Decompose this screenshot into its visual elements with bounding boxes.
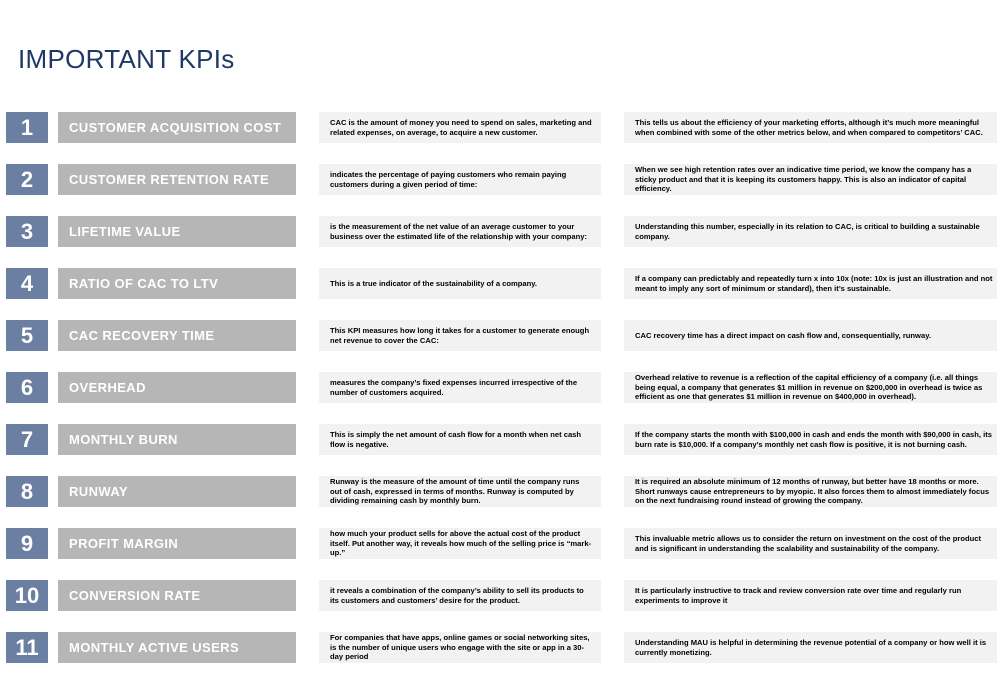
kpi-name: LIFETIME VALUE [58,216,296,247]
kpi-significance-text: Understanding MAU is helpful in determining the revenue potential of a company or how well it is currently monetizing. [635,637,987,657]
kpi-significance [624,164,997,195]
kpi-name: MONTHLY BURN [58,424,296,455]
kpi-definition-text: Runway is the measure of the amount of time until the company runs out of cash, expressed in terms of months. Runway is computed by dividing remaining cash by monthly burn. [330,476,580,506]
kpi-significance-text: Overhead relative to revenue is a reflection of the capital efficiency of a company (i.e. all things being equal, a company that generates $1 million in revenue on $200,000 in overhead is twice as efficient as one that generates $1 million in revenue on $400,000 in overhead). [635,372,983,402]
kpi-definition-text: This is a true indicator of the sustainability of a company. [330,278,538,288]
kpi-number: 6 [6,372,48,403]
kpi-significance-text: When we see high retention rates over an indicative time period, we know the company has a sticky product and that it is keeping its customers happy. This is also an indicator of capital efficiency. [635,164,972,194]
kpi-definition-text: indicates the percentage of paying customers who remain paying customers during a given period of time: [330,169,567,189]
kpi-definition [319,424,601,455]
kpi-definition-text: This KPI measures how long it takes for a customer to generate enough net revenue to cover the CAC: [330,325,590,345]
kpi-definition [319,320,601,351]
kpi-definition [319,632,601,663]
kpi-name: PROFIT MARGIN [58,528,296,559]
kpi-significance [624,112,997,143]
kpi-row [0,320,1000,351]
kpi-number: 9 [6,528,48,559]
kpi-name: RUNWAY [58,476,296,507]
kpi-name: CUSTOMER RETENTION RATE [58,164,296,195]
kpi-significance [624,580,997,611]
kpi-number: 1 [6,112,48,143]
kpi-definition [319,112,601,143]
kpi-name: CONVERSION RATE [58,580,296,611]
kpi-name: RATIO OF CAC TO LTV [58,268,296,299]
kpi-definition-text: it reveals a combination of the company’s ability to sell its products to its customers and customers’ desire for the product. [330,585,584,605]
kpi-significance [624,320,997,351]
kpi-number: 11 [6,632,48,663]
kpi-row [0,268,1000,299]
kpi-definition-text: For companies that have apps, online games or social networking sites, is the number of unique users who engage with the site or app in a 30-day period [330,632,590,662]
kpi-significance [624,632,997,663]
kpi-significance-text: CAC recovery time has a direct impact on cash flow and, consequentially, runway. [635,330,931,340]
kpi-significance-text: Understanding this number, especially in its relation to CAC, is critical to building a sustainable company. [635,221,980,241]
kpi-name: CAC RECOVERY TIME [58,320,296,351]
kpi-number: 7 [6,424,48,455]
kpi-definition [319,476,601,507]
kpi-row [0,216,1000,247]
kpi-significance-text: If a company can predictably and repeatedly turn x into 10x (note: 10x is just an illustration and not meant to imply any sort of minimum or standard), then it’s sustainable. [635,273,993,293]
kpi-significance-text: This invaluable metric allows us to consider the return on investment on the cost of the product and is significant in understanding the scalability and sustainability of the company. [635,533,981,553]
kpi-definition-text: This is simply the net amount of cash flow for a month when net cash flow is negative. [330,429,582,449]
kpi-number: 8 [6,476,48,507]
kpi-definition [319,164,601,195]
kpi-significance-text: It is required an absolute minimum of 12 months of runway, but better have 18 months or more. Short runways cause entrepreneurs to by myopic. It also forces them to almost immediately focus on the next fundraising round instead of growing the company. [635,476,990,506]
kpi-definition [319,372,601,403]
kpi-definition [319,580,601,611]
kpi-row [0,476,1000,507]
kpi-row [0,632,1000,663]
kpi-definition-text: CAC is the amount of money you need to spend on sales, marketing and related expenses, on average, to acquire a new customer. [330,117,592,137]
kpi-significance-text: It is particularly instructive to track and review conversion rate over time and regularly run experiments to improve it [635,585,962,605]
kpi-definition [319,528,601,559]
kpi-name: MONTHLY ACTIVE USERS [58,632,296,663]
kpi-definition-text: is the measurement of the net value of an average customer to your business over the estimated life of the relationship with your company: [330,221,587,241]
kpi-significance [624,476,997,507]
kpi-definition [319,268,601,299]
kpi-row [0,580,1000,611]
kpi-row [0,424,1000,455]
kpi-significance [624,528,997,559]
kpi-number: 4 [6,268,48,299]
kpi-number: 3 [6,216,48,247]
kpi-definition [319,216,601,247]
kpi-significance [624,372,997,403]
kpi-name: CUSTOMER ACQUISITION COST [58,112,296,143]
kpi-name: OVERHEAD [58,372,296,403]
kpi-definition-text: measures the company’s fixed expenses incurred irrespective of the number of customers acquired. [330,377,578,397]
kpi-number: 2 [6,164,48,195]
kpi-row [0,112,1000,143]
kpi-significance [624,424,997,455]
kpi-row [0,372,1000,403]
kpi-significance [624,268,997,299]
kpi-significance-text: This tells us about the efficiency of your marketing efforts, although it’s much more meaningful when combined with some of the other metrics below, and when compared to competitors’ CAC. [635,117,983,137]
kpi-number: 5 [6,320,48,351]
kpi-significance-text: If the company starts the month with $100,000 in cash and ends the month with $90,000 in cash, its burn rate is $10,000. If a company’s monthly net cash flow is positive, it is not burning cash. [635,429,992,449]
kpi-number: 10 [6,580,48,611]
kpi-row [0,528,1000,559]
kpi-definition-text: how much your product sells for above the actual cost of the product itself. Put another way, it reveals how much of the selling price is “mark-up.” [330,528,592,558]
kpi-significance [624,216,997,247]
kpi-row [0,164,1000,195]
page-title: IMPORTANT KPIs [18,44,235,74]
